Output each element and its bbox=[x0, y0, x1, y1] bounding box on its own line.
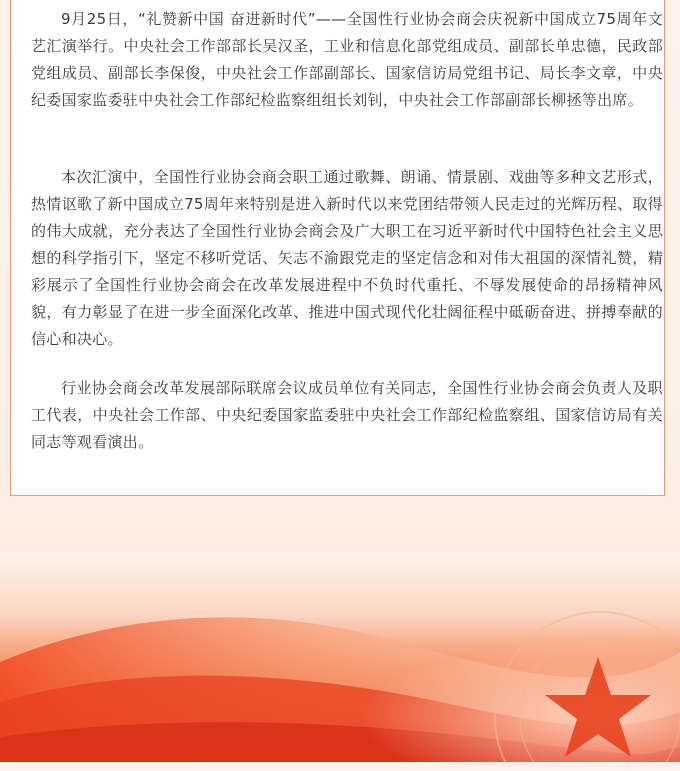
article-paragraph-3: 行业协会商会改革发展部际联席会议成员单位有关同志，全国性行业协会商会负责人及职工代表，中央社会工作部、中央纪委国家监委驻中央社会工作部纪检监察组、国家信访局有关同志等观看演出。 bbox=[31, 379, 663, 451]
banner-graphic bbox=[0, 552, 680, 771]
decorative-banner bbox=[0, 552, 680, 771]
article-card bbox=[10, 0, 665, 496]
article-paragraph-1: 9月25日，“礼赞新中国 奋进新时代”——全国性行业协会商会庆祝新中国成立75周年文艺汇演举行。中央社会工作部部长吴汉圣，工业和信息化部党组成员、副部长单忠德，民政部党组成员、副部长李保俊，中央社会工作部副部长、国家信访局党组书记、局长李文章，中央纪委国家监委驻中央社会工作部纪检监察组组长刘钊，中央社会工作部副部长柳拯等出席。 bbox=[31, 10, 663, 109]
bottom-strip bbox=[0, 762, 680, 771]
article-paragraph-2: 本次汇演中，全国性行业协会商会职工通过歌舞、朗诵、情景剧、戏曲等多种文艺形式，热情讴歌了新中国成立75周年来特别是进入新时代以来党团结带领人民走过的光辉历程、取得的伟大成就，充分表达了全国性行业协会商会及广大职工在习近平新时代中国特色社会主义思想的科学指引下，坚定不移听党话、矢志不渝跟党走的坚定信念和对伟大祖国的深情礼赞，精彩展示了全国性行业协会商会在改革发展进程中不负时代重托、不辱发展使命的昂扬精神风貌，有力彰显了在进一步全面深化改革、推进中国式现代化壮阔征程中砥砺奋进、拼搏奉献的信心和决心。 bbox=[31, 168, 663, 348]
